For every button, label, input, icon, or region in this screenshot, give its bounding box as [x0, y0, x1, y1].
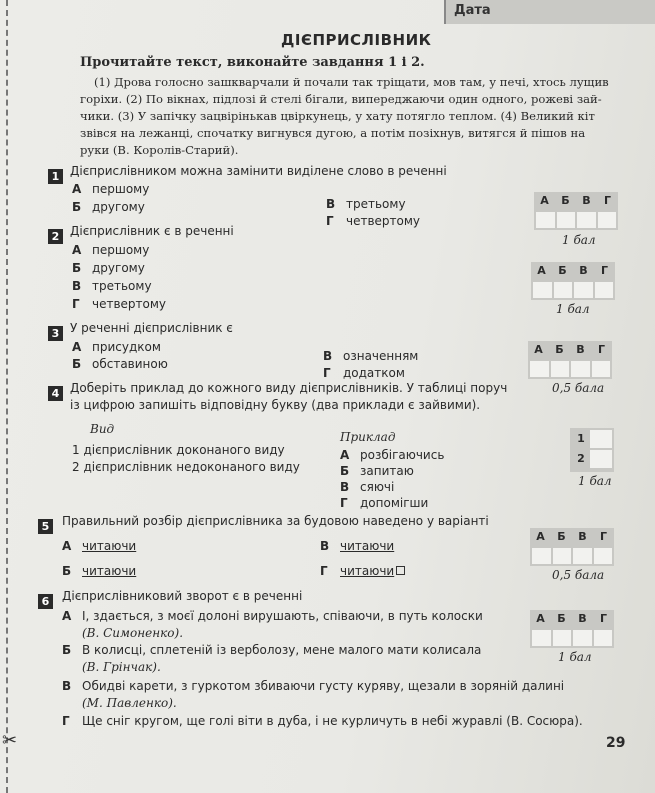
- answer-cell[interactable]: [571, 361, 590, 377]
- example-b: Б запитаю: [340, 464, 414, 478]
- answer-grid[interactable]: А Б В Г: [534, 192, 618, 230]
- answer-cell[interactable]: [590, 450, 612, 468]
- task-question: Дієприслівником можна замінити виділене слово в реченні: [70, 164, 447, 178]
- answer-grid[interactable]: А Б В Г: [528, 341, 612, 379]
- task-question: Дієприслівник є в реченні: [70, 224, 234, 238]
- scissors-icon: ✂: [2, 730, 18, 751]
- option-v[interactable]: В третьому: [326, 197, 406, 211]
- page-number: 29: [606, 735, 626, 751]
- option-a-source: (В. Симоненко).: [82, 626, 184, 640]
- option-v[interactable]: В означенням: [323, 349, 419, 363]
- answer-cell[interactable]: [574, 282, 593, 298]
- option-g[interactable]: Г Ще сніг кругом, ще голі віти в дуба, і не курличуть в небі журавлі (В. Сосюра).: [62, 714, 583, 728]
- option-b-source: (В. Грінчак).: [82, 660, 161, 674]
- option-a[interactable]: А першому: [72, 182, 150, 196]
- score: 1 бал: [558, 650, 592, 664]
- text-line: горіхи. (2) По вікнах, підлозі й стелі бігали, випереджаючи один одного, рожеві зай-: [80, 92, 602, 106]
- answer-cell[interactable]: [557, 212, 576, 228]
- option-v[interactable]: В третьому: [72, 279, 152, 293]
- answer-cell[interactable]: [551, 361, 570, 377]
- answer-cell[interactable]: [553, 548, 572, 564]
- page-title: ДІЄПРИСЛІВНИК: [281, 31, 432, 49]
- score: 1 бал: [562, 233, 596, 247]
- text-line: руки (В. Королів-Старий).: [80, 143, 239, 157]
- task-number: 6: [38, 590, 53, 609]
- ending-box-icon: [396, 566, 405, 575]
- column-header: Вид: [90, 422, 115, 436]
- option-v[interactable]: В читаючи: [320, 539, 395, 553]
- answer-grid[interactable]: А Б В Г: [530, 528, 614, 566]
- option-a[interactable]: А І, здається, з моєї долоні вирушають, співаючи, в путь колоски: [62, 609, 483, 623]
- task-question: У реченні дієприслівник є: [70, 321, 233, 335]
- answer-cell[interactable]: [594, 630, 613, 646]
- column-header: Приклад: [340, 430, 396, 444]
- score: 1 бал: [578, 474, 612, 488]
- answer-cell[interactable]: [532, 548, 551, 564]
- answer-cell[interactable]: [573, 630, 592, 646]
- option-g[interactable]: Г додатком: [323, 366, 405, 380]
- example-v: В сяючі: [340, 480, 395, 494]
- answer-cell[interactable]: [594, 548, 613, 564]
- option-b[interactable]: Б другому: [72, 261, 145, 275]
- answer-cell[interactable]: [533, 282, 552, 298]
- answer-cell[interactable]: [530, 361, 549, 377]
- option-a[interactable]: А читаючи: [62, 539, 137, 553]
- task-number: 3: [48, 322, 63, 341]
- answer-grid[interactable]: А Б В Г: [530, 610, 614, 648]
- task-question: Доберіть приклад до кожного виду дієприслівників. У таблиці поруч: [70, 381, 508, 395]
- task-number: 2: [48, 225, 63, 244]
- answer-cell[interactable]: [554, 282, 573, 298]
- example-g: Г допомігши: [340, 496, 429, 510]
- text-line: чики. (3) У запічку зацвірінькав цвіркунець, у хату потягло теплом. (4) Великий кіт: [80, 109, 595, 123]
- instruction: Прочитайте текст, виконайте завдання 1 і 2.: [80, 55, 425, 70]
- task-number: 1: [48, 165, 63, 184]
- answer-cell[interactable]: [573, 548, 592, 564]
- task-number: 5: [38, 515, 53, 534]
- option-a[interactable]: А першому: [72, 243, 150, 257]
- option-b[interactable]: Б В колисці, сплетеній із верболозу, мене малого мати колисала: [62, 643, 482, 657]
- answer-cell[interactable]: [532, 630, 551, 646]
- option-a[interactable]: А присудком: [72, 340, 161, 354]
- match-grid[interactable]: 1 2: [570, 428, 614, 472]
- task-question: із цифрою запишіть відповідну букву (два приклади є зайвими).: [70, 398, 481, 412]
- answer-cell[interactable]: [590, 430, 612, 448]
- answer-cell[interactable]: [598, 212, 617, 228]
- cut-line: [6, 0, 8, 793]
- answer-cell[interactable]: [577, 212, 596, 228]
- score: 1 бал: [556, 302, 590, 316]
- answer-grid[interactable]: А Б В Г: [531, 262, 615, 300]
- score: 0,5 бала: [552, 381, 605, 395]
- option-b[interactable]: Б читаючи: [62, 564, 137, 578]
- task-question: Правильний розбір дієприслівника за будовою наведено у варіанті: [62, 514, 489, 528]
- option-g[interactable]: Г читаючи: [320, 564, 405, 578]
- option-g[interactable]: Г четвертому: [326, 214, 421, 228]
- task-question: Дієприслівниковий зворот є в реченні: [62, 589, 303, 603]
- score: 0,5 бала: [552, 568, 605, 582]
- answer-cell[interactable]: [553, 630, 572, 646]
- date-field[interactable]: [444, 0, 655, 24]
- answer-cell[interactable]: [592, 361, 611, 377]
- option-v[interactable]: В Обидві карети, з гуркотом збиваючи густу куряву, щезали в зоряній далині: [62, 679, 565, 693]
- text-line: звівся на лежанці, спочатку вигнувся дугою, а потім позіхнув, витягся й пішов на: [80, 126, 586, 140]
- option-v-source: (М. Павленко).: [82, 696, 177, 710]
- answer-cell[interactable]: [536, 212, 555, 228]
- text-line: (1) Дрова голосно зашкварчали й почали так тріщати, мов там, у печі, хтось лущив: [94, 75, 609, 89]
- option-g[interactable]: Г четвертому: [72, 297, 167, 311]
- option-b[interactable]: Б обставиною: [72, 357, 168, 371]
- example-a: А розбігаючись: [340, 448, 445, 462]
- type-item: 2 дієприслівник недоконаного виду: [72, 460, 300, 474]
- answer-cell[interactable]: [595, 282, 614, 298]
- option-b[interactable]: Б другому: [72, 200, 145, 214]
- type-item: 1 дієприслівник доконаного виду: [72, 443, 285, 457]
- task-number: 4: [48, 382, 63, 401]
- date-label: Дата: [454, 3, 491, 18]
